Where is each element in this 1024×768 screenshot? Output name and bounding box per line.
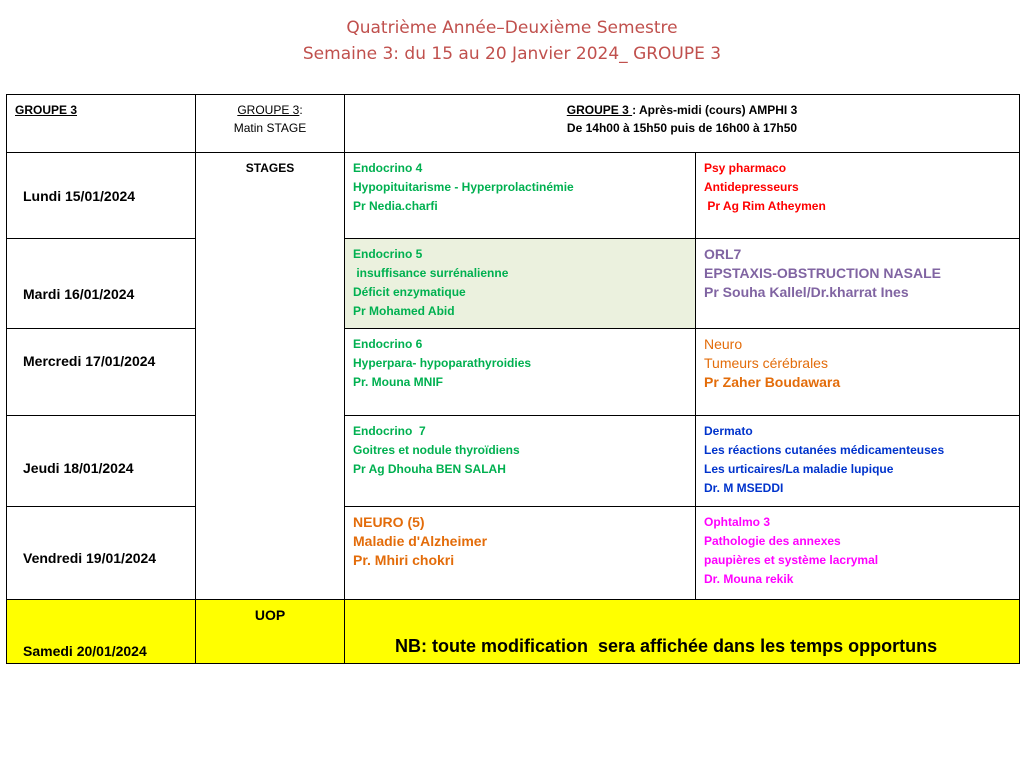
table-row [7,153,1020,239]
day-label: Jeudi 18/01/2024 [23,460,134,476]
course-line: Ophtalmo 3 [704,515,771,529]
course-line: paupières et système lacrymal [704,553,879,567]
col1-header-cell [7,95,196,153]
course-cell-right [696,329,1020,416]
course-line: Dermato [704,424,753,438]
day-label: Mardi 16/01/2024 [23,285,135,302]
day-cell [7,600,196,664]
table-row [7,239,1020,329]
course-cell-left [345,329,696,416]
col3-header-rest: : Après-midi (cours) AMPHI 3 [632,103,798,117]
stages-label: STAGES [245,161,295,175]
col2-header-sub: Matin STAGE [233,121,307,135]
course-line: Pr. Mouna MNIF [353,375,443,389]
course-line: Endocrino 6 [353,337,423,351]
course-line: Pr Mohamed Abid [353,304,455,318]
course-line: Hypopituitarisme - Hyperprolactinémie [353,180,574,194]
course-cell-right [696,416,1020,507]
course-line: Dr. M MSEDDI [704,481,784,495]
col2-header-group: GROUPE 3 [237,103,300,117]
course-line: ORL7 [704,246,742,262]
page-subtitle: Semaine 3: du 15 au 20 Janvier 2024_ GROUPE 3 [302,44,722,64]
course-line: Antidepresseurs [704,180,799,194]
course-line: NEURO (5) [353,514,425,530]
note-cell [345,600,1020,664]
course-cell-left [345,153,696,239]
day-cell [7,416,196,507]
uop-label: UOP [254,607,286,623]
nb-note: NB: toute modification sera affichée dans les temps opportuns [395,636,938,656]
course-cell-left [345,416,696,507]
course-line: insuffisance surrénalienne [353,266,509,280]
day-label: Vendredi 19/01/2024 [23,550,157,566]
course-line: Pr Ag Rim Atheymen [704,199,826,213]
col3-header-group: GROUPE 3 [566,103,633,117]
table-row [7,507,1020,600]
course-line: EPSTAXIS-OBSTRUCTION NASALE [704,265,941,281]
course-line: Neuro [704,336,743,352]
course-line: Hyperpara- hypoparathyroidies [353,356,532,370]
col2-header-cell [196,95,345,153]
course-line: Dr. Mouna rekik [704,572,794,586]
col2-header-colon: : [299,103,303,117]
col3-header-time: De 14h00 à 15h50 puis de 16h00 à 17h50 [566,121,798,135]
course-line: Pathologie des annexes [704,534,841,548]
day-cell [7,329,196,416]
day-cell [7,153,196,239]
day-cell [7,239,196,329]
day-label: Lundi 15/01/2024 [23,187,136,204]
course-cell-right [696,153,1020,239]
table-row [7,329,1020,416]
course-cell-right [696,507,1020,600]
col1-header: GROUPE 3 [15,103,78,117]
stages-cell [196,153,345,600]
course-line: Pr Nedia.charfi [353,199,438,213]
course-line: Les urticaires/La maladie lupique [704,462,894,476]
col3-header-cell [345,95,1020,153]
course-line: Endocrino 5 [353,247,423,261]
course-line: Pr Ag Dhouha BEN SALAH [353,462,506,476]
course-line: Pr Zaher Boudawara [704,374,841,390]
table-row [7,416,1020,507]
course-line: Endocrino 7 [353,424,426,438]
course-line: Pr. Mhiri chokri [353,552,455,568]
table-row [7,600,1020,664]
day-cell [7,507,196,600]
schedule-table [6,94,1020,664]
course-line: Les réactions cutanées médicamenteuses [704,443,945,457]
course-line: Pr Souha Kallel/Dr.kharrat Ines [704,284,909,300]
uop-cell [196,600,345,664]
course-line: Tumeurs cérébrales [704,355,828,371]
course-line: Maladie d'Alzheimer [353,533,488,549]
course-line: Psy pharmaco [704,161,787,175]
day-label: Samedi 20/01/2024 [23,643,147,659]
course-cell-right [696,239,1020,329]
header-row [7,95,1020,153]
page-title: Quatrième Année–Deuxième Semestre [346,18,678,38]
course-cell-left [345,507,696,600]
course-line: Goitres et nodule thyroïdiens [353,443,520,457]
course-line: Déficit enzymatique [353,285,466,299]
course-cell-left [345,239,696,329]
course-line: Endocrino 4 [353,161,423,175]
day-label: Mercredi 17/01/2024 [23,353,156,369]
